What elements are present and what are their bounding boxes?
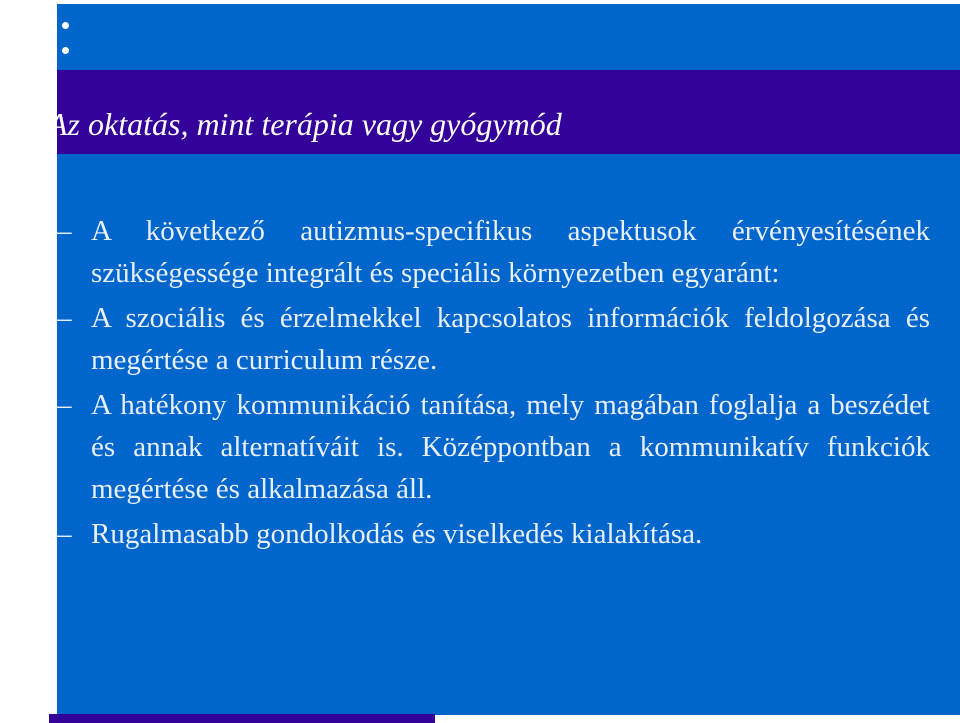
dash-bullet-icon: – (57, 302, 72, 334)
list-item-text: A szociális és érzelmekkel kapcsolatos információk feldolgozása és megértése a curriculum része. (91, 302, 930, 376)
dash-bullet-icon: – (57, 389, 72, 421)
dash-bullet-icon: – (57, 215, 72, 247)
list-item-text: A hatékony kommunikáció tanítása, mely magában foglalja a beszédet és annak alternatíváit is. Középpontban a kommunikatív funkciók megértése és alkalmazása áll. (91, 389, 930, 505)
bullet-dot-icon (62, 22, 69, 29)
list-item-text: A következő autizmus-specifikus aspektusok érvényesítésének szükségessége integrált és speciális környezetben egyaránt: (91, 215, 930, 289)
bullet-dot-icon (12, 120, 19, 127)
dash-bullet-icon: – (57, 518, 72, 550)
bullet-dot-icon (62, 47, 69, 54)
list-item (57, 297, 930, 381)
list-item (57, 210, 930, 294)
list-item (57, 513, 930, 555)
bullet-list (57, 210, 930, 558)
slide-title: Az oktatás, mint terápia vagy gyógymód (48, 106, 562, 142)
list-item (57, 384, 930, 510)
bottom-accent-strip (49, 714, 435, 723)
list-item-text: Rugalmasabb gondolkodás és viselkedés kialakítása. (91, 518, 703, 550)
